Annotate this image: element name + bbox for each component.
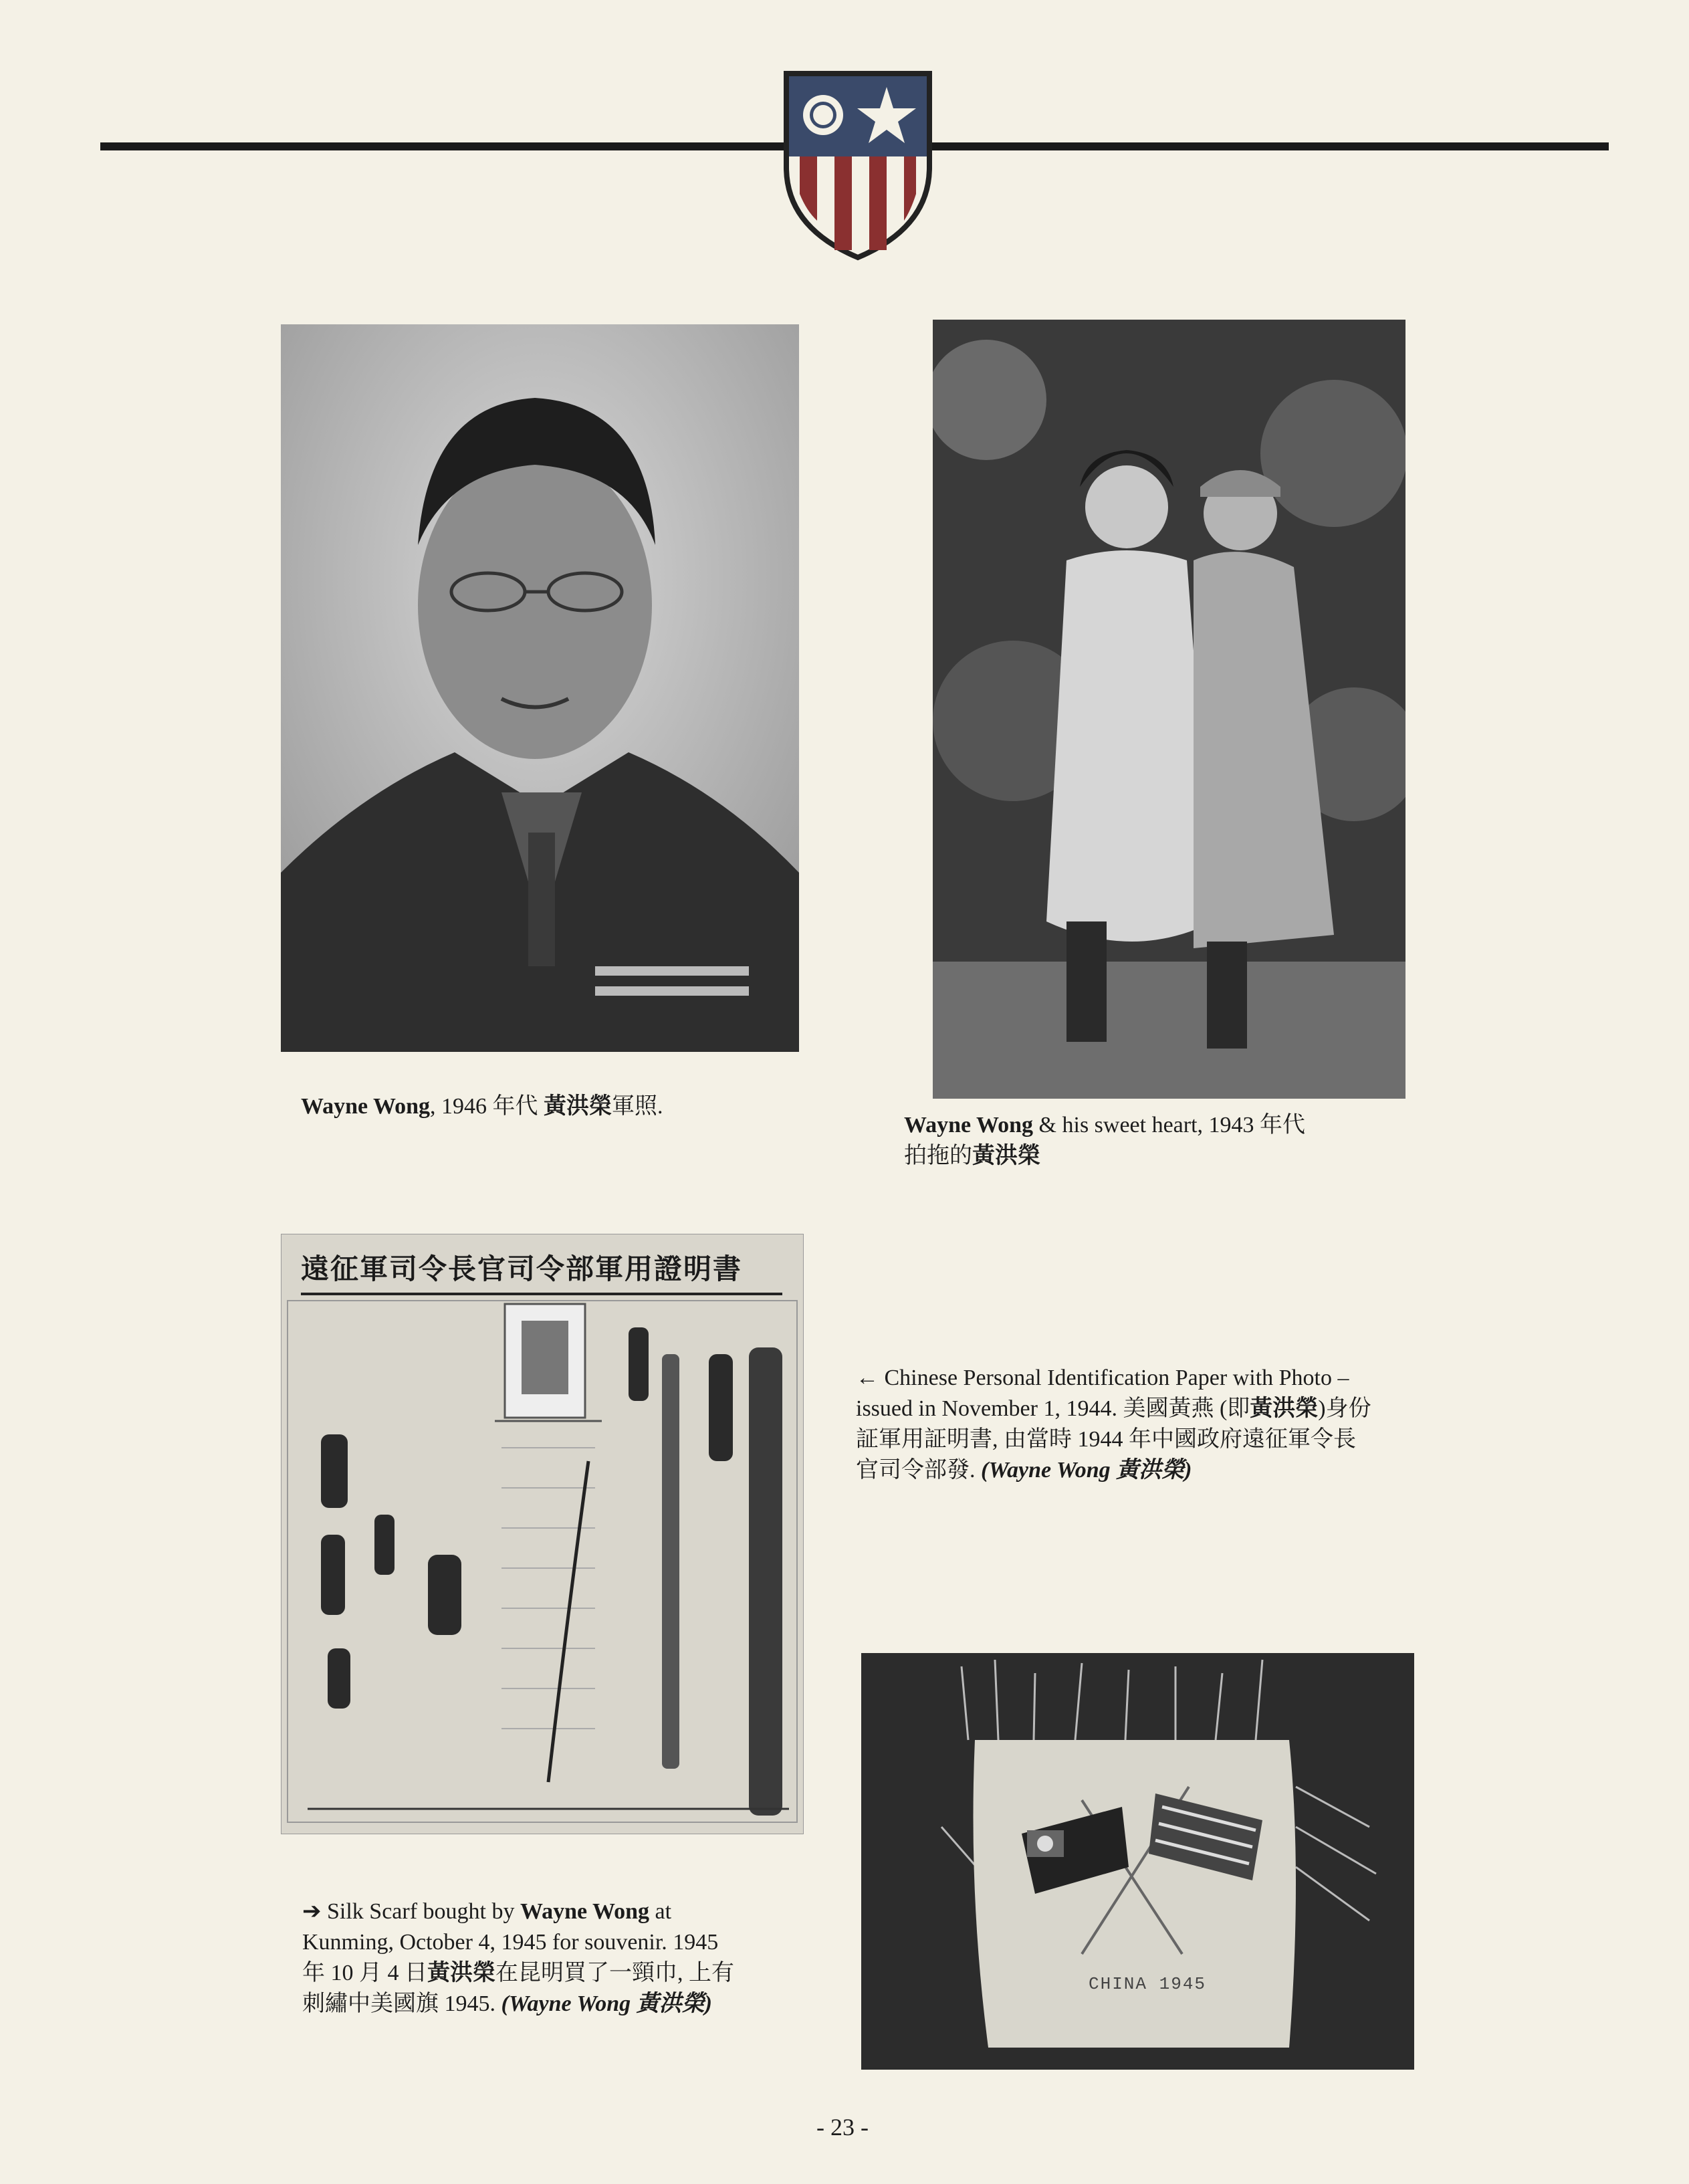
- scarf-caption-line3: [302, 1958, 851, 1989]
- caption-prefix: 拍拖的: [904, 1143, 972, 1168]
- couple-caption-line1: [904, 1110, 1452, 1141]
- caption-text: Silk Scarf bought by: [321, 1899, 520, 1924]
- id-caption-line3: 証軍用証明書, 由當時 1944 年中國政府遠征軍令長: [856, 1427, 1356, 1452]
- scarf-caption: [302, 1896, 851, 2019]
- couple-caption-line2: [904, 1141, 1452, 1172]
- caption-text: Chinese Personal Identification Paper with Photo –: [879, 1366, 1349, 1390]
- caption-text: & his sweet heart, 1943 年代: [1033, 1113, 1306, 1137]
- scarf-caption-line4: [302, 1989, 851, 2019]
- scarf-caption-line2: Kunming, October 4, 1945 for souvenir. 1945: [302, 1930, 719, 1955]
- left-arrow-icon: ←: [856, 1366, 879, 1390]
- id-caption-line1: [856, 1363, 1498, 1394]
- caption-name: Wayne Wong: [301, 1094, 431, 1119]
- portrait-photo: [281, 324, 799, 1052]
- caption-name: Wayne Wong: [520, 1899, 650, 1924]
- caption-text: at: [649, 1899, 672, 1924]
- caption-chinese-name: 黃洪榮: [427, 1961, 495, 1985]
- caption-suffix: 軍照.: [612, 1094, 663, 1119]
- page-number: - 23 -: [816, 2114, 869, 2141]
- scarf-embroidery-text: CHINA 1945: [1089, 1974, 1207, 1994]
- right-arrow-icon: ➔: [302, 1899, 322, 1924]
- silk-scarf-photo: [861, 1653, 1414, 2070]
- caption-name: Wayne Wong: [904, 1113, 1034, 1137]
- cbi-shield-emblem: [780, 67, 936, 261]
- caption-chinese-name: 黃洪榮: [972, 1143, 1040, 1168]
- scarf-caption-line1: [302, 1896, 851, 1927]
- caption-text: issued in November 1, 1944. 美國黃燕 (即: [856, 1396, 1250, 1421]
- couple-caption: [904, 1110, 1452, 1172]
- id-paper-photo: [281, 1234, 804, 1834]
- couple-photo: [933, 320, 1405, 1099]
- caption-text: 刺繡中美國旗 1945.: [302, 1991, 501, 2016]
- caption-text: 年 10 月 4 日: [302, 1961, 427, 1985]
- caption-chinese-name: 黃洪榮: [544, 1094, 612, 1119]
- id-caption-line2: [856, 1394, 1498, 1424]
- caption-text: 官司令部發.: [856, 1458, 981, 1483]
- caption-text: , 1946 年代: [430, 1094, 544, 1119]
- id-paper-title: 遠征軍司令長官司令部軍用證明書: [301, 1247, 782, 1295]
- caption-chinese-name: 黃洪榮: [1250, 1396, 1319, 1421]
- portrait-caption: [301, 1091, 903, 1122]
- caption-credit: (Wayne Wong 黃洪榮): [501, 1991, 712, 2016]
- caption-text: )身份: [1318, 1396, 1371, 1421]
- caption-text: 在昆明買了一頸巾, 上有: [495, 1961, 734, 1985]
- id-caption-line4: [856, 1455, 1498, 1486]
- caption-credit: (Wayne Wong 黃洪榮): [981, 1458, 1192, 1483]
- id-paper-caption: [856, 1363, 1498, 1486]
